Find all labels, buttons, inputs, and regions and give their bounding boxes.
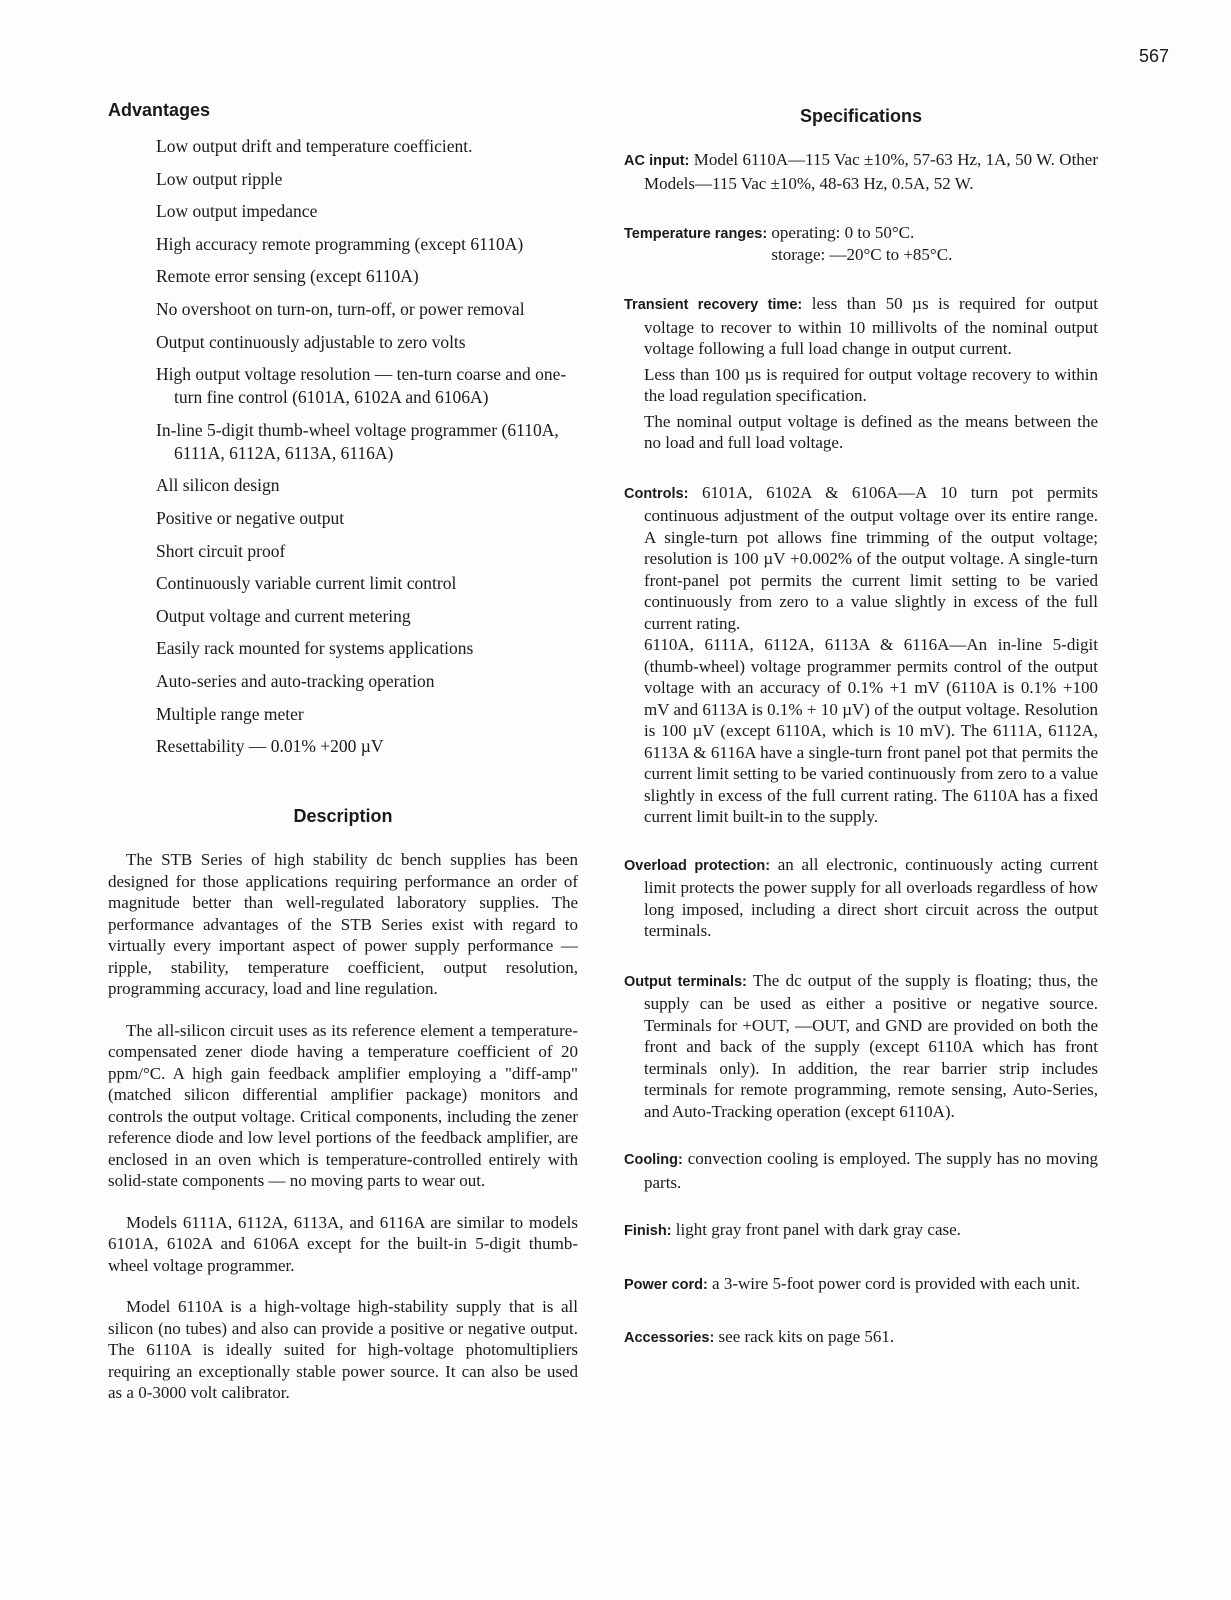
spec-transient xyxy=(624,293,1098,360)
description-paragraph-3: Models 6111A, 6112A, 6113A, and 6116A are similar to models 6101A, 6102A and 6106A except for the built-in 5-digit thumb-wheel voltage programmer. xyxy=(108,1212,578,1275)
spec-label: Finish: xyxy=(624,1223,672,1239)
spec-label: Transient recovery time: xyxy=(624,297,803,313)
advantages-list xyxy=(108,135,578,758)
spec-text: less than 50 µs is required for output voltage to recover to within 10 millivolts of the nominal output voltage following a full load change in output current. xyxy=(644,294,1098,358)
spec-label: Cooling: xyxy=(624,1152,683,1168)
spec-label: AC input: xyxy=(624,153,690,169)
spec-overload xyxy=(624,854,1098,942)
spec-label: Temperature ranges: xyxy=(624,226,768,242)
list-item: Low output drift and temperature coefficient. xyxy=(156,136,473,156)
list-item: In-line 5-digit thumb-wheel voltage programmer (6110A, 6111A, 6112A, 6113A, 6116A) xyxy=(156,419,559,463)
list-item: Output continuously adjustable to zero volts xyxy=(156,331,466,352)
spec-transient-para-2: Less than 100 µs is required for output voltage recovery to within the load regulation specification. xyxy=(644,364,1098,405)
spec-text: convection cooling is employed. The supply has no moving parts. xyxy=(644,1149,1098,1192)
list-item: Output voltage and current metering xyxy=(156,605,411,626)
spec-label: Overload protection: xyxy=(624,857,771,874)
spec-label: Controls: xyxy=(624,485,689,502)
description-paragraph-2: The all-silicon circuit uses as its reference element a temperature-compensated zener diode having a temperature coefficient of 20 ppm/°C. A high gain feedback amplifier employing a "diff-amp" (matched silicon differential amplifier package) monitors and controls the output voltage. Critical components, including the zener reference diode and low level portions of the feedback amplifier, are enclosed in an oven which is temperature-controlled entirely with solid-state components — no moving parts to wear out. xyxy=(108,1020,578,1191)
list-item: Easily rack mounted for systems applications xyxy=(156,638,474,659)
spec-finish xyxy=(624,1219,1098,1243)
advantages-heading: Advantages xyxy=(108,100,211,120)
spec-text: see rack kits on page 561. xyxy=(718,1327,895,1346)
spec-accessories xyxy=(624,1326,1098,1350)
spec-power-cord xyxy=(624,1273,1098,1297)
list-item: Low output impedance xyxy=(156,201,318,222)
list-item: No overshoot on turn-on, turn-off, or power removal xyxy=(156,298,525,319)
spec-text: Model 6110A—115 Vac ±10%, 57-63 Hz, 1A, 50 W. Other Models—115 Vac ±10%, 48-63 Hz, 0.5A, 52 W. xyxy=(644,150,1098,193)
list-item: Remote error sensing (except 6110A) xyxy=(156,266,419,287)
spec-output-terminals xyxy=(624,970,1098,1123)
left-column xyxy=(108,100,578,1404)
spec-temperature-operating: operating: 0 to 50°C. xyxy=(771,223,915,242)
list-item: High accuracy remote programming (except 6110A) xyxy=(156,233,524,254)
list-item: Positive or negative output xyxy=(156,507,345,528)
spec-text: a 3-wire 5-foot power cord is provided with each unit. xyxy=(712,1273,1081,1293)
description-heading: Description xyxy=(293,806,393,827)
spec-cooling xyxy=(624,1148,1098,1193)
list-item: Multiple range meter xyxy=(156,703,304,724)
list-item: High output voltage resolution — ten-turn coarse and one-turn fine control (6101A, 6102A and 6106A) xyxy=(156,364,567,408)
list-item: Resettability — 0.01% +200 µV xyxy=(156,736,384,757)
spec-text: an all electronic, continuously acting current limit protects the power supply for all overloads regardless of how long imposed, including a direct short circuit across the output terminals. xyxy=(644,854,1099,940)
spec-label: Output terminals: xyxy=(624,973,747,990)
list-item: Low output ripple xyxy=(156,168,283,189)
spec-ac-input xyxy=(624,149,1098,194)
description-paragraph-4: Model 6110A is a high-voltage high-stability supply that is all silicon (no tubes) and also can provide a positive or negative output. The 6110A is ideally suited for high-voltage photomultipliers requiring an exceptionally stable power source. It can also be used as a 0-3000 volt calibrator. xyxy=(108,1297,578,1403)
spec-label: Power cord: xyxy=(624,1276,708,1293)
spec-temperature-storage: storage: —20°C to +85°C. xyxy=(771,244,953,264)
list-item: Continuously variable current limit control xyxy=(156,573,457,594)
list-item: Short circuit proof xyxy=(156,540,286,561)
spec-controls-para-2: 6110A, 6111A, 6112A, 6113A & 6116A—An in-line 5-digit (thumb-wheel) voltage programmer permits control of the output voltage with an accuracy of 0.1% +1 mV (6110A is 0.1% +100 mV and 6113A is 0.1% + 10 µV) of the output voltage. Resolution is 100 µV (except 6110A, which is 10 mV). The 6111A, 6112A, 6113A & 6116A have a single-turn front panel pot that permits the current limit setting to be varied continuously from zero to a value slightly in excess of the full current rating. The 6110A has a fixed current limit built-in to the supply. xyxy=(644,635,1098,826)
spec-text: The dc output of the supply is floating; thus, the supply can be used as either a positive or negative source. Terminals for +OUT, —OUT, and GND are provided on both the front and back of the supply (except 6110A which has front terminals only). In addition, the rear barrier strip includes terminals for remote programming, remote sensing, Auto-Series, and Auto-Tracking operation (except 6110A). xyxy=(644,970,1098,1121)
right-column xyxy=(624,100,1098,1350)
spec-label: Accessories: xyxy=(624,1330,715,1346)
spec-text: 6101A, 6102A & 6106A—A 10 turn pot permits continuous adjustment of the output voltage over its entire range. A single-turn pot allows fine trimming of the output voltage; resolution is 100 µV +0.002% of the output voltage. A single-turn front-panel pot permits the current limit setting to be varied continuously from zero to a value slightly in excess of the full current rating. xyxy=(644,482,1098,633)
page-number: 567 xyxy=(1138,46,1169,66)
spec-controls xyxy=(624,482,1098,635)
description-paragraph-1: The STB Series of high stability dc bench supplies has been designed for those applications requiring performance an order of magnitude better than well-regulated laboratory supplies. The performance advantages of the STB Series exist with regard to virtually every important aspect of power supply performance — ripple, stability, temperature coefficient, output resolution, programming accuracy, load and line regulation. xyxy=(108,850,578,999)
spec-transient-para-3: The nominal output voltage is defined as the means between the no load and full load voltage. xyxy=(644,411,1098,452)
spec-temperature xyxy=(624,222,1098,265)
list-item: Auto-series and auto-tracking operation xyxy=(156,670,435,691)
spec-text: light gray front panel with dark gray case. xyxy=(675,1220,961,1239)
specifications-heading: Specifications xyxy=(799,106,923,126)
list-item: All silicon design xyxy=(156,475,280,496)
